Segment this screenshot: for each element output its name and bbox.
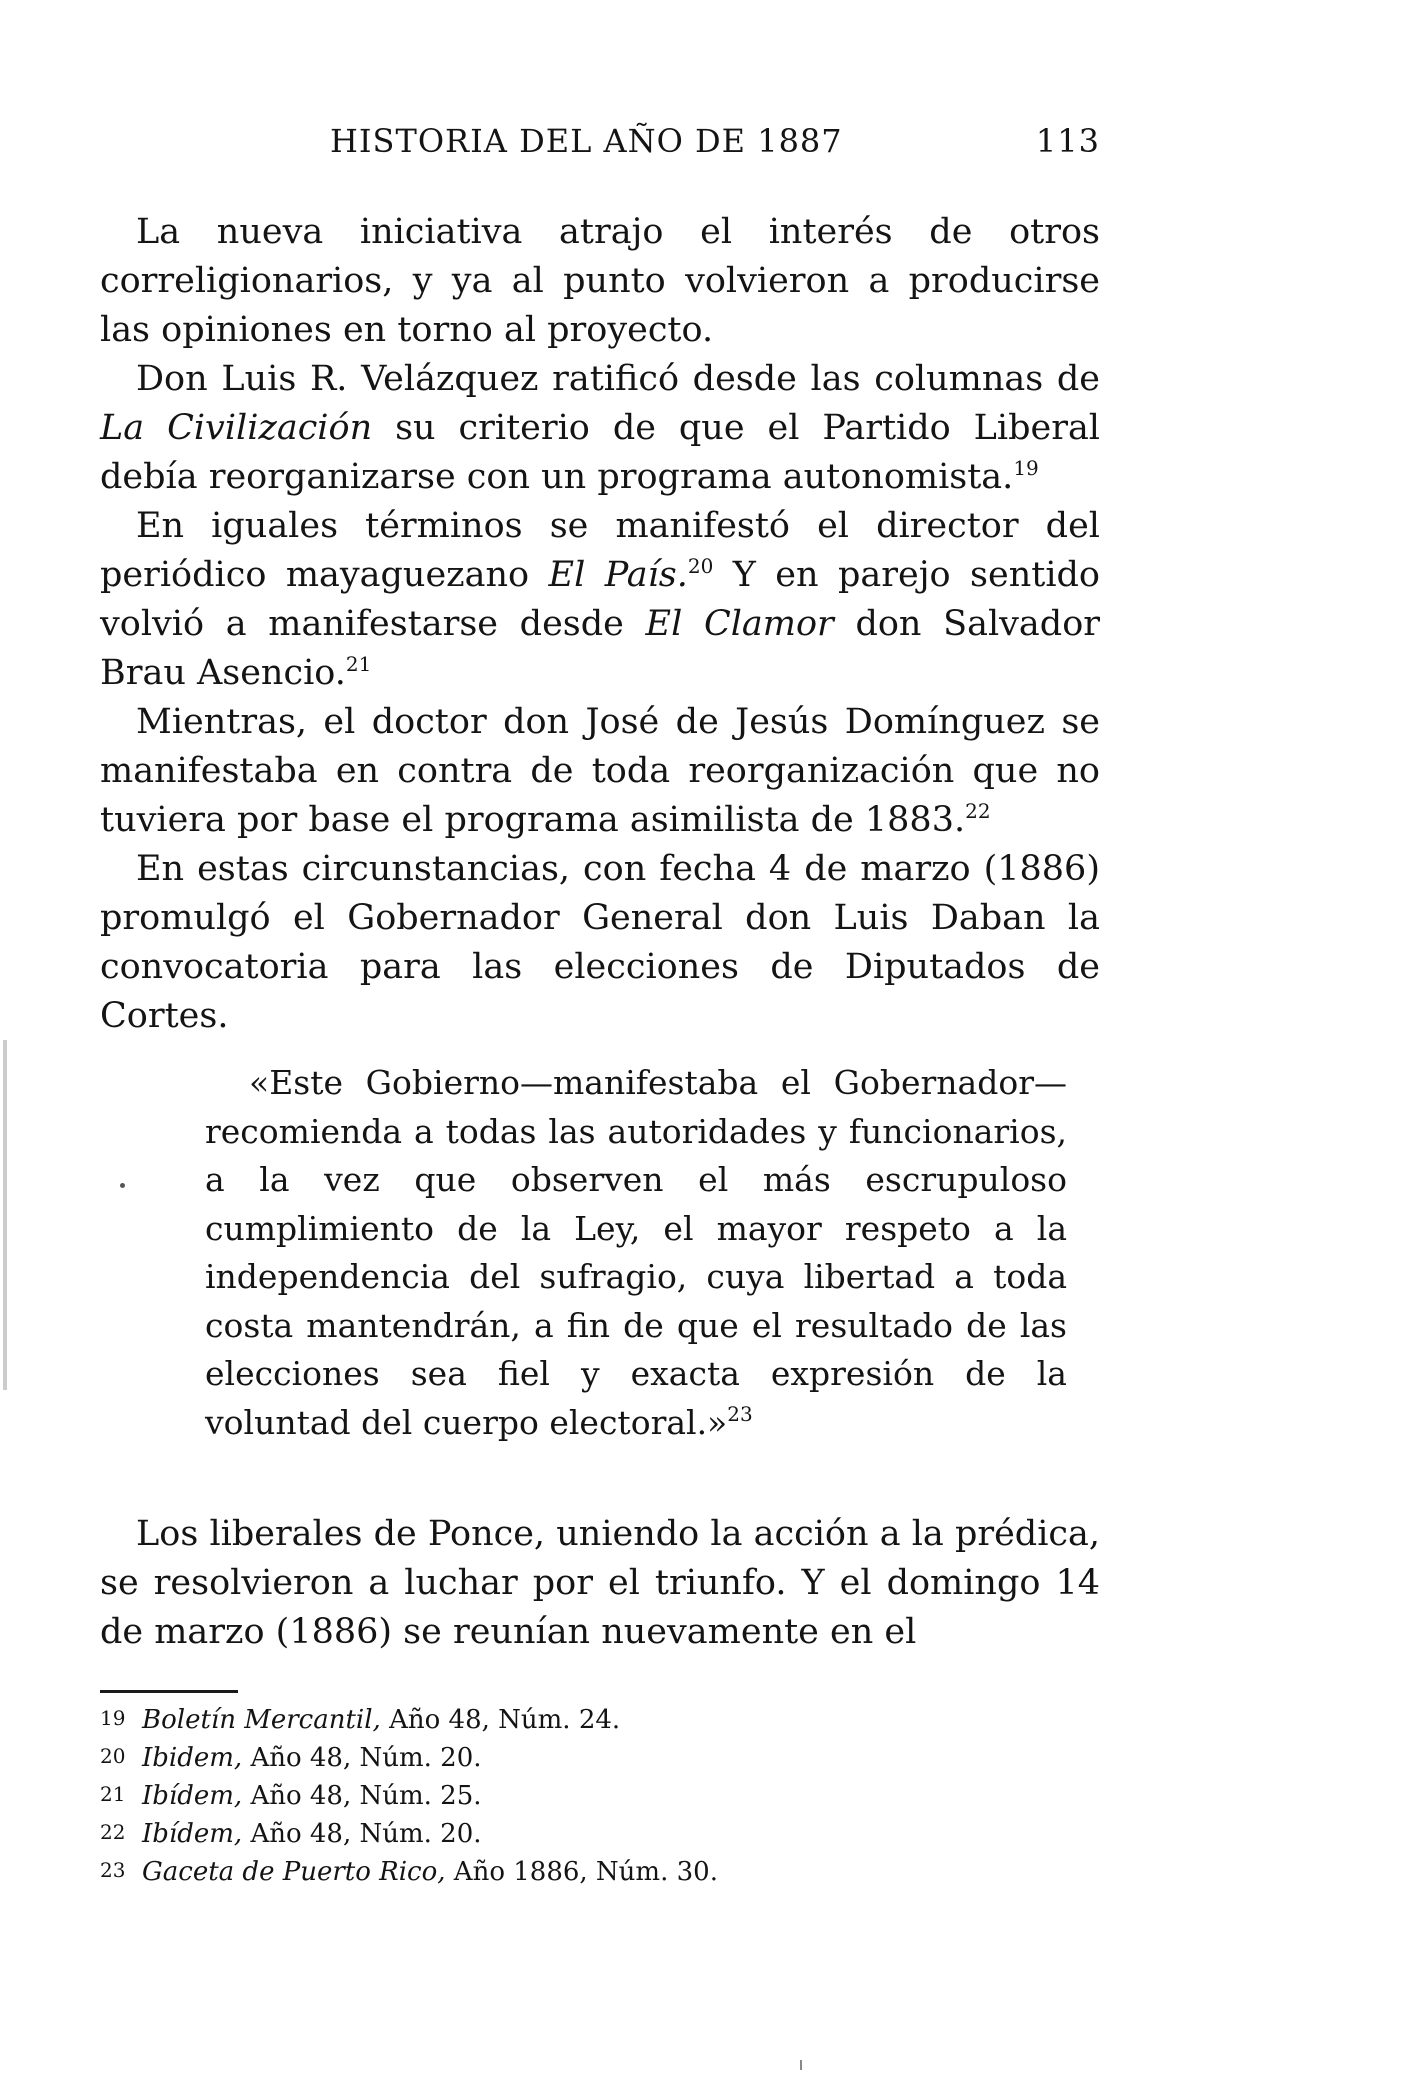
paragraph-6 [100,1510,1100,1657]
scan-speck [120,1183,125,1188]
paragraph-2-text-a: Don Luis R. Velázquez ratificó desde las columnas de [136,359,1100,399]
paragraph-3-text-c: don Salvador Brau Asencio. [100,604,1101,693]
paragraph-4 [100,698,1100,845]
paragraph-3 [100,502,1100,698]
paragraph-5 [100,845,1100,1041]
paragraph-3-text-a: En iguales términos se manifestó el director del periódico mayaguezano [100,506,1100,595]
footnote-ref-19: 19 [1013,456,1039,480]
paragraph-1-text: La nueva iniciativa atrajo el interés de otros correligionarios, y ya al punto volvieron a producirse las opiniones en torno al proyecto. [100,212,1100,350]
footnote-source: Ibídem, [142,1781,243,1811]
body-text-upper [100,208,1100,1041]
footnote-source: Boletín Mercantil, [142,1705,381,1735]
footnote-number: 23 [100,1858,126,1882]
footnote-divider [100,1690,238,1693]
footnote-source: Ibidem, [142,1743,243,1773]
body-text-lower [100,1510,1100,1657]
footnote-detail: Año 48, Núm. 20. [242,1743,482,1773]
publication-title: El Clamor [645,604,834,644]
footnote-ref-23: 23 [727,1401,753,1426]
paragraph-2 [100,355,1100,502]
publication-title: La Civilización [100,408,373,448]
paragraph-6-text: Los liberales de Ponce, uniendo la acción a la prédica, se resolvieron a luchar por el triunfo. Y el domingo 14 de marzo (1886) se reunían nuevamente en el [100,1514,1100,1652]
footnote-23 [100,1852,1100,1890]
footnote-detail: Año 48, Núm. 20. [242,1819,482,1849]
footnote-number: 19 [100,1706,126,1730]
footnotes [100,1700,1100,1890]
footnote-detail: Año 48, Núm. 25. [242,1781,482,1811]
block-quotation [205,1059,1067,1447]
publication-title: El País. [548,555,688,595]
page-number: 113 [1035,122,1100,160]
footnote-number: 22 [100,1820,126,1844]
scan-edge-mark [3,1040,7,1390]
footnote-detail: Año 48, Núm. 24. [380,1705,621,1735]
footnote-ref-22: 22 [965,799,991,823]
footnote-21 [100,1776,1100,1814]
footnote-19 [100,1700,1100,1738]
paragraph-3-text-b: Y en parejo sentido volvió a manifestarse desde [100,555,1101,644]
scan-tick [800,2060,802,2070]
footnote-22 [100,1814,1100,1852]
footnote-source: Gaceta de Puerto Rico, [142,1857,446,1887]
footnote-detail: Año 1886, Núm. 30. [445,1857,718,1887]
quotation-text: «Este Gobierno—manifestaba el Gobernador—recomienda a todas las autoridades y funcionarios, a la vez que observen el más escrupuloso cumplimiento de la Ley, el mayor respeto a la independencia del sufragio, cuya libertad a toda costa mantendrán, a fin de que el resultado de las elecciones sea fiel y exacta expresión de la voluntad del cuerpo electoral.» [205,1063,1067,1442]
footnote-ref-20: 20 [687,554,714,578]
running-head [100,122,1100,162]
footnote-ref-21: 21 [345,652,372,676]
footnote-source: Ibídem, [142,1819,243,1849]
paragraph-5-text: En estas circunstancias, con fecha 4 de marzo (1886) promulgó el Gobernador General don Luis Daban la convocatoria para las elecciones de Diputados de Cortes. [100,849,1100,1036]
quotation-paragraph [205,1059,1067,1447]
footnote-number: 21 [100,1782,126,1806]
paragraph-1 [100,208,1100,355]
running-title: HISTORIA DEL AÑO DE 1887 [330,122,843,160]
paragraph-2-text-b: su criterio de que el Partido Liberal debía reorganizarse con un programa autonomista. [100,408,1100,497]
footnote-20 [100,1738,1100,1776]
footnote-number: 20 [100,1744,126,1768]
paragraph-4-text: Mientras, el doctor don José de Jesús Domínguez se manifestaba en contra de toda reorganización que no tuviera por base el programa asimilista de 1883. [100,702,1100,840]
